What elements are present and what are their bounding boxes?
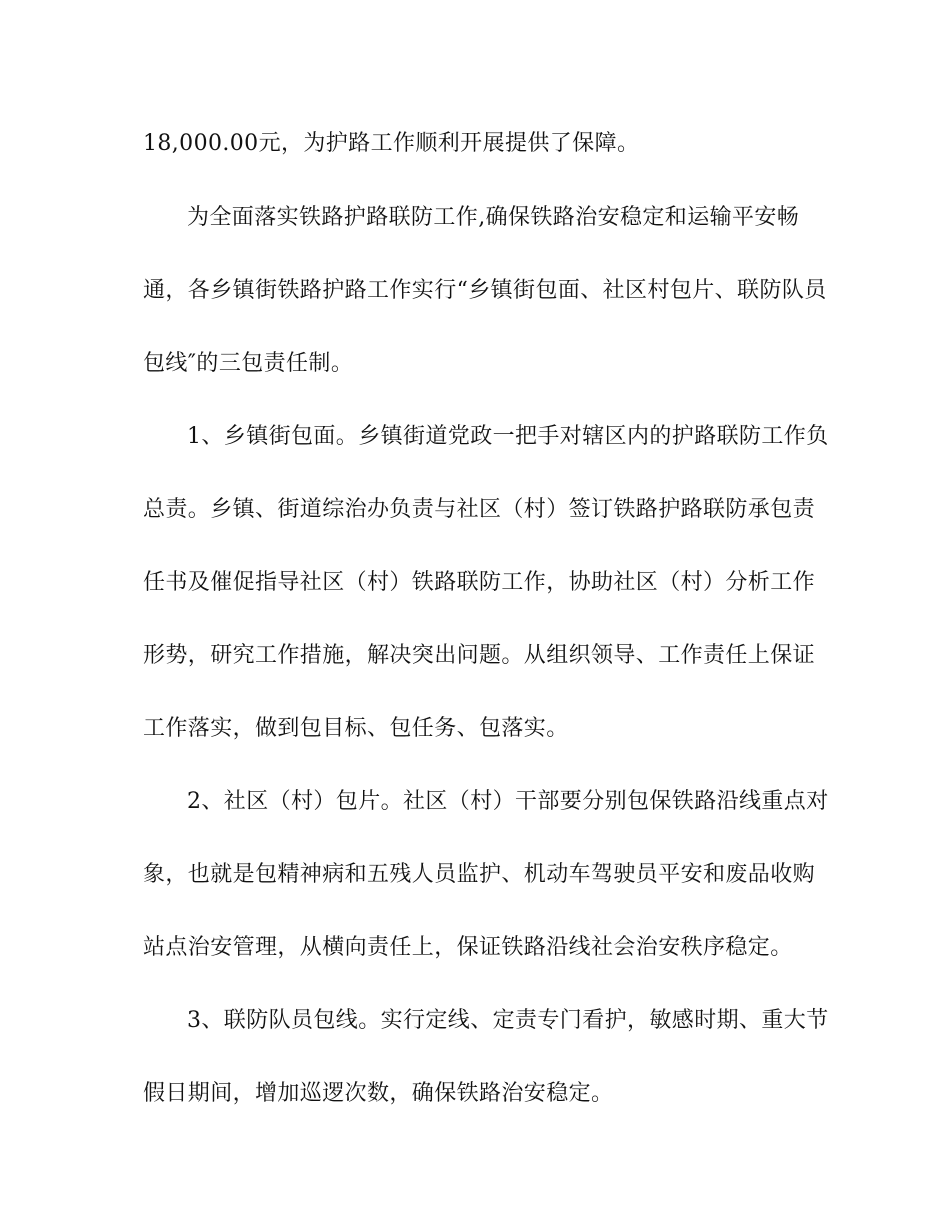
item-2-line-3: 站点治安管理，从横向责任上，保证铁路沿线社会治安秩序稳定。 — [143, 935, 793, 960]
text-line-3: 通，各乡镇街铁路护路工作实行“乡镇街包面、社区村包片、联防队员 — [143, 278, 827, 303]
item-3-line-2: 假日期间，增加巡逻次数，确保铁路治安稳定。 — [143, 1081, 614, 1106]
item-3-line-1: 3、联防队员包线。实行定线、定责专门看护，敏感时期、重大节 — [187, 1008, 829, 1033]
item-1-line-3: 任书及催促指导社区（村）铁路联防工作，协助社区（村）分析工作 — [143, 570, 816, 595]
item-1-line-4: 形势，研究工作措施，解决突出问题。从组织领导、工作责任上保证 — [143, 643, 816, 668]
text-line-1: 18,000.00元，为护路工作顺利开展提供了保障。 — [143, 131, 640, 156]
item-1-line-1: 1、乡镇街包面。乡镇街道党政一把手对辖区内的护路联防工作负 — [187, 424, 829, 449]
item-2-line-1: 2、社区（村）包片。社区（村）干部要分别包保铁路沿线重点对 — [187, 789, 829, 814]
item-1-line-2: 总责。乡镇、街道综治办负责与社区（村）签订铁路护路联防承包责 — [143, 497, 816, 522]
item-1-line-5: 工作落实，做到包目标、包任务、包落实。 — [143, 716, 569, 741]
text-line-4: 包线″的三包责任制。 — [143, 351, 354, 376]
item-2-line-2: 象，也就是包精神病和五残人员监护、机动车驾驶员平安和废品收购 — [143, 862, 816, 887]
paragraph-start-line: 为全面落实铁路护路联防工作,确保铁路治安稳定和运输平安畅 — [187, 205, 800, 230]
